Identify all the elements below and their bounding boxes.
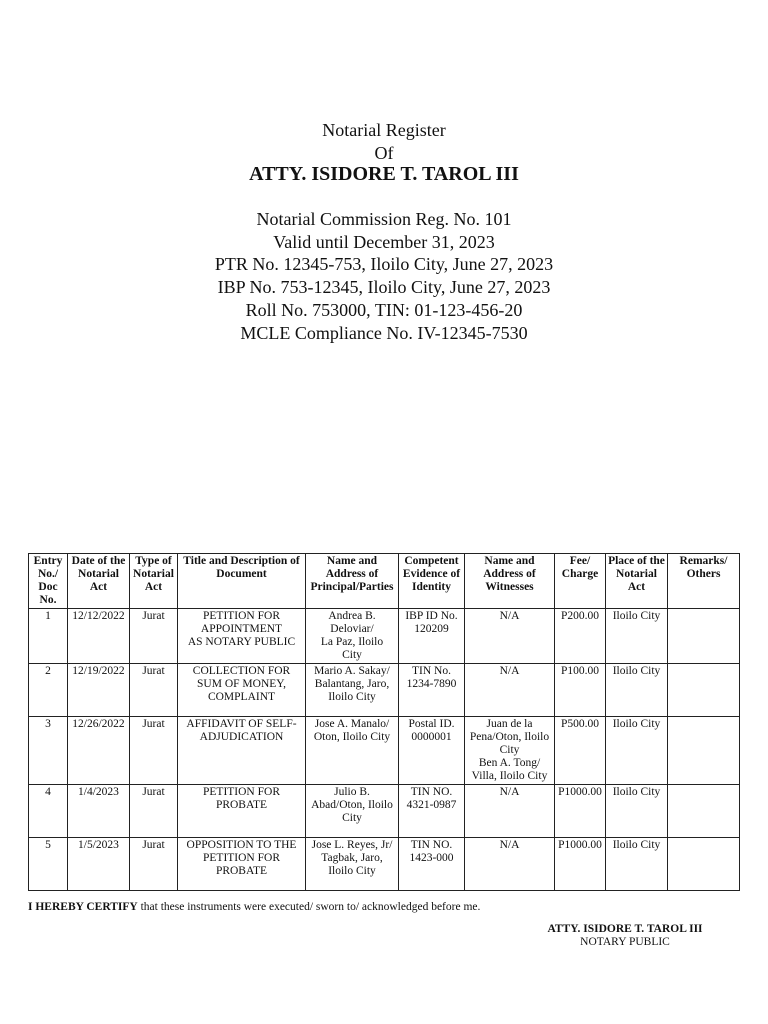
cell-title: PETITION FOR PROBATE [178,785,306,838]
cell-remarks [668,609,740,664]
ibp-no: IBP No. 753-12345, Iloilo City, June 27, 2023 [217,277,551,298]
cell-title: COLLECTION FOR SUM OF MONEY, COMPLAINT [178,664,306,717]
cell-fee: P200.00 [555,609,606,664]
col-header-place: Place of the Notarial Act [606,554,668,609]
table-row [29,609,740,664]
cell-fee: P500.00 [555,717,606,785]
cell-remarks [668,664,740,717]
commission-reg-no: Notarial Commission Reg. No. 101 [256,209,512,229]
signatory-title: NOTARY PUBLIC [580,936,670,948]
cell-witnesses: Juan de la Pena/Oton, Iloilo City Ben A. Tong/ Villa, Iloilo City [465,717,555,785]
table-row [29,785,740,838]
register-of: Of [374,143,394,163]
roll-tin: Roll No. 753000, TIN: 01-123-456-20 [245,299,523,320]
cell-principal: Jose L. Reyes, Jr/ Tagbak, Jaro, Iloilo City [306,838,399,891]
cell-entry: 5 [29,838,68,891]
signatory-name: ATTY. ISIDORE T. TAROL III [547,923,703,935]
col-header-entry: Entry No./ Doc No. [29,554,68,609]
cell-evidence: TIN NO. 4321-0987 [399,785,465,838]
cell-remarks [668,785,740,838]
cell-evidence: IBP ID No. 120209 [399,609,465,664]
cell-type: Jurat [130,785,178,838]
cell-witnesses: N/A [465,785,555,838]
cell-title: PETITION FOR APPOINTMENT AS NOTARY PUBLIC [178,609,306,664]
cell-type: Jurat [130,717,178,785]
cell-date: 1/5/2023 [68,838,130,891]
certification-statement [28,901,480,913]
register-title: Notarial Register [322,120,446,140]
col-header-evidence: Competent Evidence of Identity [399,554,465,609]
cell-witnesses: N/A [465,838,555,891]
cell-entry: 3 [29,717,68,785]
col-header-principal: Name and Address of Principal/Parties [306,554,399,609]
cell-witnesses: N/A [465,609,555,664]
mcle-compliance: MCLE Compliance No. IV-12345-7530 [240,322,528,343]
cell-principal: Andrea B. Deloviar/ La Paz, Iloilo City [306,609,399,664]
cell-witnesses: N/A [465,664,555,717]
cell-type: Jurat [130,664,178,717]
cell-evidence: Postal ID. 0000001 [399,717,465,785]
validity: Valid until December 31, 2023 [273,231,495,252]
cell-evidence: TIN NO. 1423-000 [399,838,465,891]
col-header-fee: Fee/ Charge [555,554,606,609]
certification-lead: I HEREBY CERTIFY [28,901,138,913]
cell-remarks [668,838,740,891]
cell-principal: Mario A. Sakay/ Balantang, Jaro, Iloilo City [306,664,399,717]
cell-date: 12/26/2022 [68,717,130,785]
cell-date: 12/19/2022 [68,664,130,717]
cell-place: Iloilo City [606,717,668,785]
cell-fee: P1000.00 [555,785,606,838]
table-row [29,717,740,785]
col-header-witnesses: Name and Address of Witnesses [465,554,555,609]
cell-entry: 4 [29,785,68,838]
certification-text: that these instruments were executed/ sworn to/ acknowledged before me. [137,901,481,913]
col-header-title: Title and Description of Document [178,554,306,609]
cell-place: Iloilo City [606,838,668,891]
cell-date: 12/12/2022 [68,609,130,664]
cell-entry: 2 [29,664,68,717]
attorney-name: ATTY. ISIDORE T. TAROL III [249,163,519,185]
cell-title: AFFIDAVIT OF SELF- ADJUDICATION [178,717,306,785]
cell-place: Iloilo City [606,609,668,664]
table-row [29,664,740,717]
table-row [29,838,740,891]
cell-fee: P100.00 [555,664,606,717]
cell-fee: P1000.00 [555,838,606,891]
table-header-row [29,554,740,609]
cell-remarks [668,717,740,785]
cell-principal: Jose A. Manalo/ Oton, Iloilo City [306,717,399,785]
cell-type: Jurat [130,838,178,891]
notarial-register-table [28,553,740,891]
cell-type: Jurat [130,609,178,664]
cell-principal: Julio B. Abad/Oton, Iloilo City [306,785,399,838]
commission-info [0,208,768,344]
cell-entry: 1 [29,609,68,664]
col-header-date: Date of the Notarial Act [68,554,130,609]
cell-date: 1/4/2023 [68,785,130,838]
col-header-type: Type of Notarial Act [130,554,178,609]
cell-evidence: TIN No. 1234-7890 [399,664,465,717]
col-header-remarks: Remarks/ Others [668,554,740,609]
ptr-no: PTR No. 12345-753, Iloilo City, June 27, 2023 [214,254,554,275]
cell-place: Iloilo City [606,785,668,838]
cell-title: OPPOSITION TO THE PETITION FOR PROBATE [178,838,306,891]
cell-place: Iloilo City [606,664,668,717]
